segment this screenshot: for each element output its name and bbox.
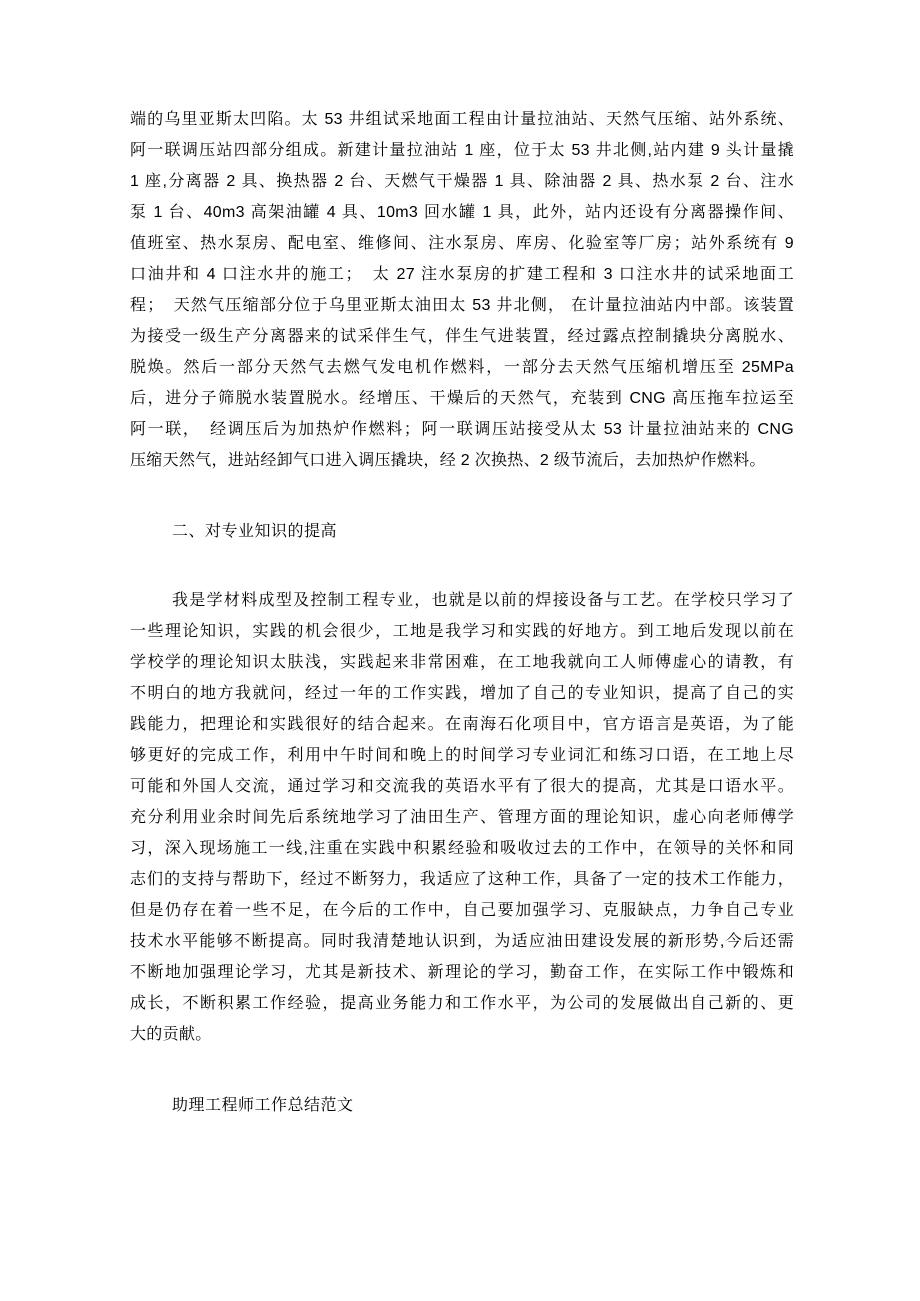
paragraph-continuation [130,104,794,476]
text-line: 我是学材料成型及控制工程专业，也就是以前的焊接设备与工艺。在学校只学习了 [172,592,794,609]
text-line: 压缩天然气，进站经卸气口进入调压撬块，经 2 次换热、2 级节流后，去加热炉作燃料。 [130,452,766,469]
text-line: 技术水平能够不断提高。同时我清楚地认识到，为适应油田建设发展的新形势,今后还需 [130,933,794,950]
text-line: 践能力，把理论和实践很好的结合起来。在南海石化项目中，官方语言是英语，为了能 [130,716,794,733]
text-line: 脱焕。然后一部分天然气去燃气发电机作燃料，一部分去天然气压缩机增压至 25MPa [130,359,794,376]
closing-title: 助理工程师工作总结范文 [172,1097,354,1114]
text-line: 1 座,分离器 2 具、换热器 2 台、天燃气干燥器 1 具、除油器 2 具、热水泵 2 台、注水 [130,173,794,190]
text-line: 可能和外国人交流，通过学习和交流我的英语水平有了很大的提高，尤其是口语水平。 [130,778,794,795]
text-line: 不断地加强理论学习，尤其是新技术、新理论的学习，勤奋工作，在实际工作中锻炼和 [130,964,794,981]
text-line: 泵 1 台、40m3 高架油罐 4 具、10m3 回水罐 1 具，此外，站内还设有分离器操作间、 [130,204,794,221]
text-line: 志们的支持与帮助下，经过不断努力，我适应了这种工作，具备了一定的技术工作能力， [130,871,794,888]
document-content [130,104,794,1121]
text-line: 阿一联， 经调压后为加热炉作燃料；阿一联调压站接受从太 53 计量拉油站来的 CNG [130,421,794,438]
text-line: 阿一联调压站四部分组成。新建计量拉油站 1 座，位于太 53 井北侧,站内建 9 头计量撬 [130,142,794,159]
text-line: 但是仍存在着一些不足，在今后的工作中，自己要加强学习、克服缺点，力争自己专业 [130,902,794,919]
text-line: 学校学的理论知识太肤浅，实践起来非常困难，在工地我就向工人师傅虚心的请教，有 [130,654,794,671]
text-line: 为接受一级生产分离器来的试采伴生气，伴生气进装置，经过露点控制撬块分离脱水、 [130,328,794,345]
text-line: 程； 天然气压缩部分位于乌里亚斯太油田太 53 井北侧， 在计量拉油站内中部。该装置 [130,297,794,314]
text-line: 口油井和 4 口注水井的施工； 太 27 注水泵房的扩建工程和 3 口注水井的试采地面工 [130,266,794,283]
text-line: 一些理论知识，实践的机会很少，工地是我学习和实践的好地方。到工地后发现以前在 [130,623,794,640]
text-line: 端的乌里亚斯太凹陷。太 53 井组试采地面工程由计量拉油站、天然气压缩、站外系统、 [130,111,794,128]
text-line: 大的贡献。 [130,1026,212,1043]
paragraph-body [130,585,794,1050]
text-line: 值班室、热水泵房、配电室、维修间、注水泵房、库房、化验室等厂房；站外系统有 9 [130,235,794,252]
text-line: 不明白的地方我就问，经过一年的工作实践，增加了自己的专业知识，提高了自己的实 [130,685,794,702]
text-line: 成长，不断积累工作经验，提高业务能力和工作水平，为公司的发展做出自己新的、更 [130,995,794,1012]
text-line: 够更好的完成工作，利用中午时间和晚上的时间学习专业词汇和练习口语，在工地上尽 [130,747,794,764]
text-line: 充分利用业余时间先后系统地学习了油田生产、管理方面的理论知识，虚心向老师傅学 [130,809,794,826]
text-line: 习，深入现场施工一线,注重在实践中积累经验和吸收过去的工作中，在领导的关怀和同 [130,840,794,857]
section-heading: 二、对专业知识的提高 [172,523,338,540]
text-line: 后，进分子筛脱水装置脱水。经增压、干燥后的天然气，充装到 CNG 高压拖车拉运至 [130,390,794,407]
